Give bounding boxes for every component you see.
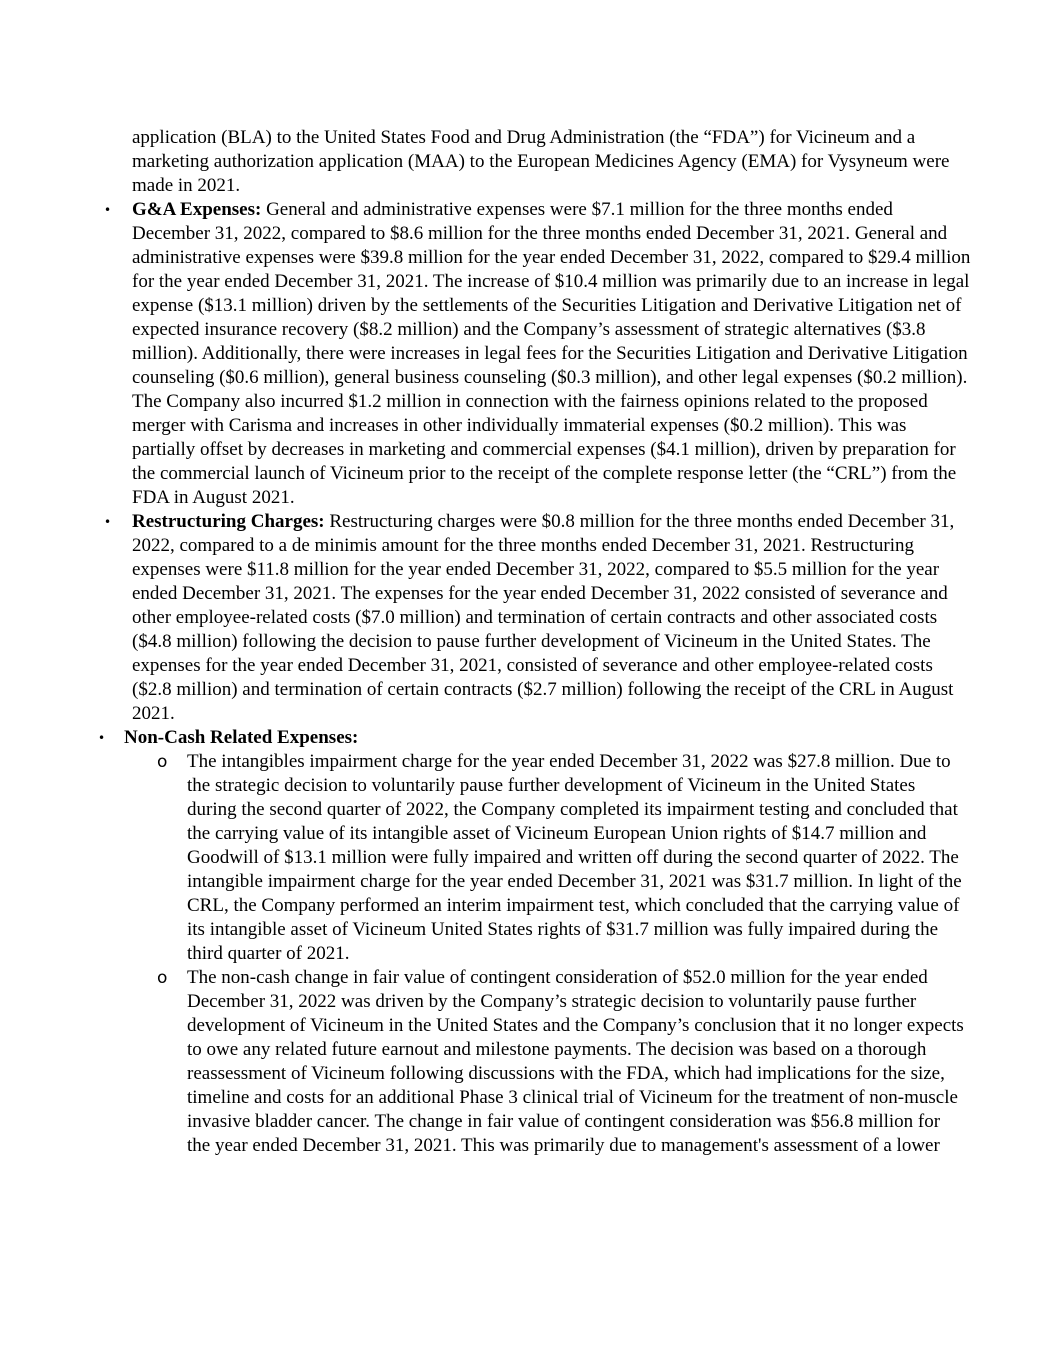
contingent-consideration-text: The non-cash change in fair value of contingent consideration of $52.0 million for the year ended December 31, 2022 was driven by the Company’s strategic decision to voluntarily pause further development of Vicineum in the United States and the Company’s conclusion that it no longer expects to owe any related future earnout and milestone payments. The decision was based on a thorough reassessment of Vicineum following discussions with the FDA, which had implications for the size, timeline and costs for an additional Phase 3 clinical trial of Vicineum for the treatment of non-muscle invasive bladder cancer. The change in fair value of contingent consideration was $56.8 million for the year ended December 31, 2021. This was primarily due to management's assessment of a lower: [187, 967, 964, 1156]
restructuring-charges-text: Restructuring charges were $0.8 million for the three months ended December 31, 2022, compared to a de minimis amount for the three months ended December 31, 2021. Restructuring expenses were $11.8 million for the year ended December 31, 2022, compared to $5.5 million for the year ended December 31, 2021. The expenses for the year ended December 31, 2022 consisted of severance and other employee-related costs ($7.0 million) and termination of certain contracts and other associated costs ($4.8 million) following the decision to pause further development of Vicineum in the United States. The expenses for the year ended December 31, 2021, consisted of severance and other employee-related costs ($2.8 million) and termination of certain contracts ($2.7 million) following the receipt of the CRL in August 2021.: [132, 511, 955, 724]
circle-bullet-icon: o: [157, 968, 168, 988]
bullet-icon: •: [104, 203, 112, 217]
non-cash-expenses-item: [0, 726, 964, 1158]
non-cash-expenses-heading: Non-Cash Related Expenses:: [124, 727, 359, 748]
ga-expenses-item: [0, 198, 972, 510]
circle-bullet-icon: o: [157, 752, 168, 772]
bullet-icon: •: [104, 515, 112, 529]
bullet-icon: •: [98, 731, 106, 745]
ga-expenses-text: General and administrative expenses were $7.1 million for the three months ended December 31, 2022, compared to $8.6 million for the three months ended December 31, 2021. General and administrative expenses were $39.8 million for the year ended December 31, 2022, compared to $29.4 million for the year ended December 31, 2021. The increase of $10.4 million was primarily due to an increase in legal expense ($13.1 million) driven by the settlements of the Securities Litigation and Derivative Litigation net of expected insurance recovery ($8.2 million) and the Company’s assessment of strategic alternatives ($3.8 million). Additionally, there were increases in legal fees for the Securities Litigation and Derivative Litigation counseling ($0.6 million), general business counseling ($0.3 million), and other legal expenses ($0.2 million). The Company also incurred $1.2 million in connection with the fairness opinions related to the proposed merger with Carisma and increases in other individually immaterial expenses ($0.2 million). This was partially offset by decreases in marketing and commercial expenses ($4.1 million), driven by preparation for the commercial launch of Vicineum prior to the receipt of the complete response letter (the “CRL”) from the FDA in August 2021.: [132, 199, 971, 508]
non-cash-sub-list: [124, 750, 964, 1158]
intangibles-impairment-text: The intangibles impairment charge for the year ended December 31, 2022 was $27.8 million. Due to the strategic decision to voluntarily pause further development of Vicineum in the United States during the second quarter of 2022, the Company completed its impairment testing and concluded that the carrying value of its intangible asset of Vicineum European Union rights of $14.7 million and Goodwill of $13.1 million were fully impaired and written off during the second quarter of 2022. The intangible impairment charge for the year ended December 31, 2021 was $31.7 million. In light of the CRL, the Company performed an interim impairment test, which concluded that the carrying value of its intangible asset of Vicineum United States rights of $31.7 million was fully impaired during the third quarter of 2021.: [187, 751, 962, 964]
intro-paragraph: application (BLA) to the United States Food and Drug Administration (the “FDA”) for Vicineum and a marketing authorization application (MAA) to the European Medicines Agency (EMA) for Vysyneum were made in 2021.: [132, 127, 950, 196]
ga-expenses-heading: G&A Expenses:: [132, 199, 262, 220]
restructuring-charges-heading: Restructuring Charges:: [132, 511, 325, 532]
expense-bullet-list: [0, 198, 1055, 1158]
intangibles-impairment-item: [124, 750, 964, 966]
restructuring-charges-item: [0, 510, 972, 726]
contingent-consideration-item: [124, 966, 964, 1158]
